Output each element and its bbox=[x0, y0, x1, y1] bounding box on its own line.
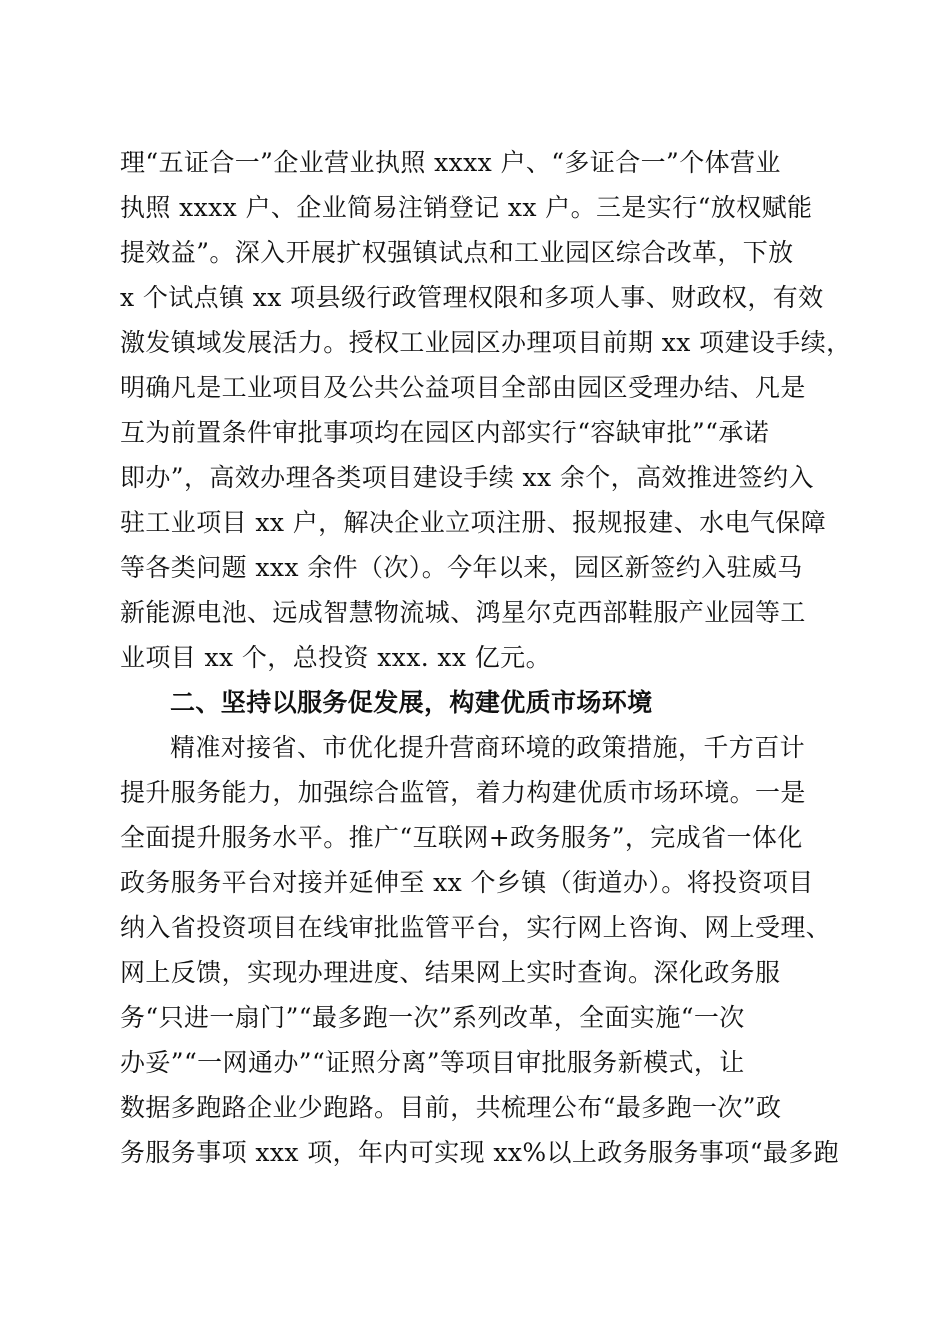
paragraph-line: 数据多跑路企业少跑路。目前，共梳理公布“最多跑一次”政 bbox=[120, 1093, 782, 1122]
paragraph-line: 新能源电池、远成智慧物流城、鸿星尔克西部鞋服产业园等工 bbox=[120, 598, 806, 627]
paragraph-line: 精准对接省、市优化提升营商环境的政策措施，千方百计 bbox=[170, 733, 806, 762]
paragraph-line: 务服务事项 xxx 项，年内可实现 xx%以上政务服务事项“最多跑 bbox=[120, 1138, 840, 1167]
paragraph-line: 办妥”“一网通办”“证照分离”等项目审批服务新模式，让 bbox=[120, 1048, 745, 1077]
paragraph-line: 驻工业项目 xx 户，解决企业立项注册、报规报建、水电气保障 bbox=[120, 508, 827, 537]
paragraph-line: 即办”，高效办理各类项目建设手续 xx 余个，高效推进签约入 bbox=[120, 463, 814, 492]
section-heading: 二、坚持以服务促发展，构建优质市场环境 bbox=[170, 688, 653, 717]
paragraph-line: 执照 xxxx 户、企业简易注销登记 xx 户。三是实行“放权赋能 bbox=[120, 193, 813, 222]
paragraph-line: 纳入省投资项目在线审批监管平台，实行网上咨询、网上受理、 bbox=[120, 913, 832, 942]
document-body bbox=[120, 140, 852, 1175]
paragraph-line: 理“五证合一”企业营业执照 xxxx 户、“多证合一”个体营业 bbox=[120, 148, 781, 177]
paragraph-line: 激发镇域发展活力。授权工业园区办理项目前期 xx 项建设手续， bbox=[120, 328, 852, 357]
paragraph-line: 明确凡是工业项目及公共公益项目全部由园区受理办结、凡是 bbox=[120, 373, 806, 402]
paragraph-line: 网上反馈，实现办理进度、结果网上实时查询。深化政务服 bbox=[120, 958, 781, 987]
paragraph-line: 务“只进一扇门”“最多跑一次”系列改革，全面实施“一次 bbox=[120, 1003, 745, 1032]
paragraph-line: 提升服务能力，加强综合监管，着力构建优质市场环境。一是 bbox=[120, 778, 806, 807]
paragraph-line: 提效益”。深入开展扩权强镇试点和工业园区综合改革，下放 bbox=[120, 238, 794, 267]
paragraph-line: 全面提升服务水平。推广“互联网+政务服务”，完成省一体化 bbox=[120, 823, 803, 852]
paragraph-line: x 个试点镇 xx 项县级行政管理权限和多项人事、财政权，有效 bbox=[120, 283, 824, 312]
paragraph-line: 等各类问题 xxx 余件（次）。今年以来，园区新签约入驻威马 bbox=[120, 553, 803, 582]
paragraph-line: 互为前置条件审批事项均在园区内部实行“容缺审批”“承诺 bbox=[120, 418, 770, 447]
paragraph-line: 政务服务平台对接并延伸至 xx 个乡镇（街道办）。将投资项目 bbox=[120, 868, 814, 897]
paragraph-line: 业项目 xx 个，总投资 xxx. xx 亿元。 bbox=[120, 643, 551, 672]
